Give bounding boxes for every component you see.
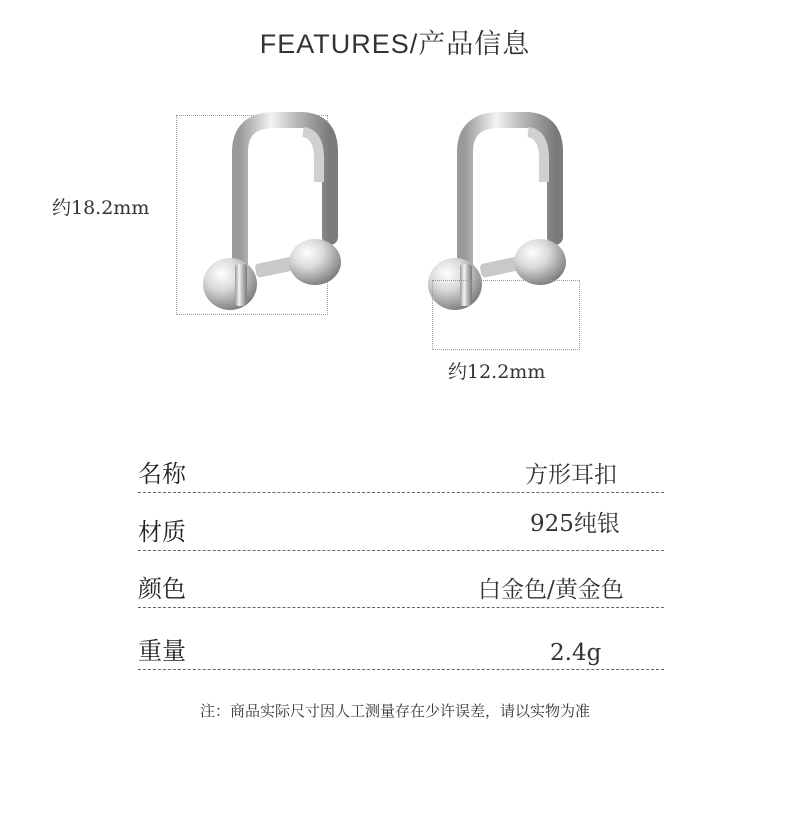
spec-row-name: [138, 452, 664, 493]
width-dimension-box: [432, 280, 580, 350]
spec-label: 重量: [138, 637, 186, 665]
spec-label: 颜色: [138, 575, 186, 603]
spec-value: 2.4g: [550, 640, 602, 666]
height-measurement-label: 约18.2mm: [52, 197, 150, 219]
spec-row-material: [138, 510, 664, 551]
page-title: FEATURES/产品信息: [259, 29, 531, 59]
spec-row-color: [138, 567, 664, 608]
spec-value: 925纯银: [530, 511, 620, 537]
spec-label: 名称: [138, 460, 186, 488]
measurement-disclaimer-note: 注：商品实际尺寸因人工测量存在少许误差，请以实物为准: [199, 702, 590, 720]
spec-row-weight: [138, 629, 664, 670]
earring-product-image-left: [185, 112, 375, 332]
spec-value: 白金色/黄金色: [478, 577, 624, 603]
spec-label: 材质: [138, 518, 186, 546]
width-measurement-label: 约12.2mm: [448, 361, 546, 383]
spec-value: 方形耳扣: [525, 462, 617, 488]
